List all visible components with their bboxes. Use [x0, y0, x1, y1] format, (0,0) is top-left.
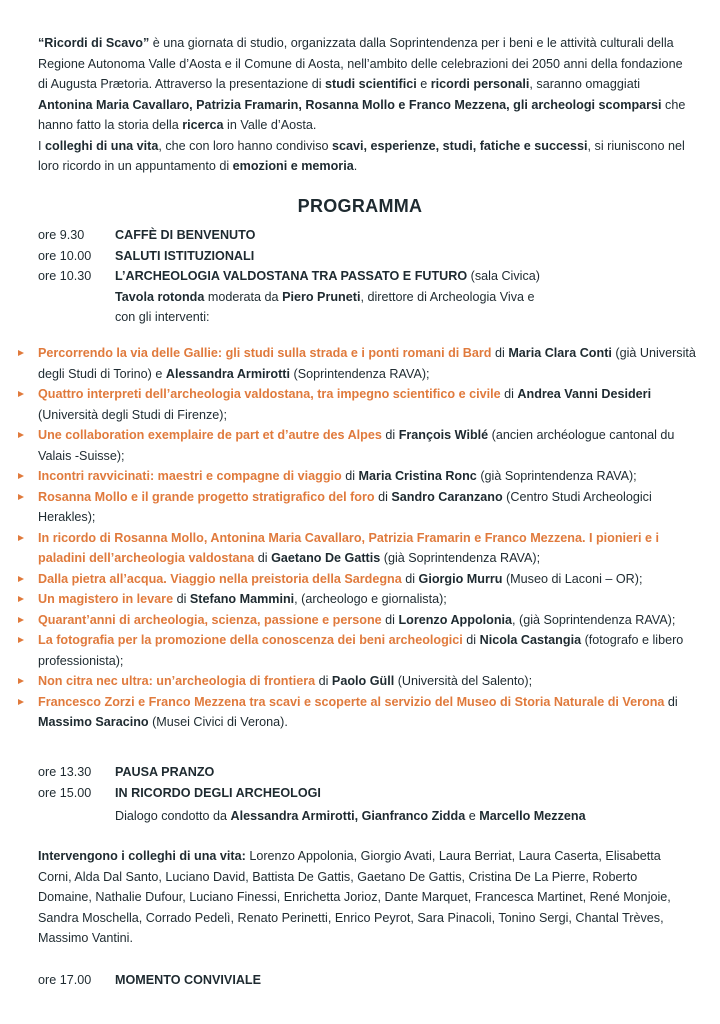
- bullet-arrow-icon: [18, 432, 24, 438]
- talk-text: Rosanna Mollo e il grande progetto stratigrafico del foro di Sandro Caranzano (Centro Studi Archeologici Herakles);: [38, 489, 652, 524]
- schedule-row: [38, 246, 540, 267]
- schedule-title: CAFFÈ DI BENVENUTO: [115, 228, 256, 242]
- list-item: [18, 425, 698, 466]
- intro-section: [38, 33, 688, 177]
- talk-text: La fotografia per la promozione della conoscenza dei beni archeologici di Nicola Castangia (fotografo e libero professionista);: [38, 633, 684, 668]
- schedule-title: PAUSA PRANZO: [115, 765, 215, 779]
- dialog-line: Dialogo condotto da Alessandra Armirotti, Gianfranco Zidda e Marcello Mezzena: [115, 809, 586, 823]
- list-item: [18, 692, 698, 733]
- talk-text: Quattro interpreti dell’archeologia valdostana, tra impegno scientifico e civile di Andrea Vanni Desideri (Università degli Studi di Firenze);: [38, 387, 652, 422]
- bullet-arrow-icon: [18, 391, 24, 397]
- morning-schedule: [38, 225, 540, 328]
- schedule-row: [38, 762, 586, 783]
- schedule-row: [38, 783, 586, 804]
- bullet-arrow-icon: [18, 494, 24, 500]
- talk-text: Une collaboration exemplaire de part et d’autre des Alpes di François Wiblé (ancien archéologue cantonal du Valais -Suisse);: [38, 428, 675, 463]
- afternoon-schedule: [38, 762, 586, 827]
- intro-paragraph-2: I colleghi di una vita, che con loro hanno condiviso scavi, esperienze, studi, fatiche e successi, si riuniscono nel loro ricordo in un appuntamento di emozioni e memoria.: [38, 138, 685, 173]
- final-schedule: [38, 970, 261, 991]
- schedule-row: [38, 970, 261, 991]
- schedule-time: ore 15.00: [38, 785, 92, 800]
- list-item: [18, 487, 698, 528]
- bullet-arrow-icon: [18, 637, 24, 643]
- schedule-title: MOMENTO CONVIVIALE: [115, 973, 262, 987]
- talk-text: Un magistero in levare di Stefano Mammini, (archeologo e giornalista);: [38, 592, 447, 606]
- list-item: [18, 569, 698, 590]
- bullet-arrow-icon: [18, 678, 24, 684]
- list-item: [18, 671, 698, 692]
- list-item: [18, 528, 698, 569]
- round-table-line-1: Tavola rotonda moderata da Piero Pruneti, direttore di Archeologia Viva e: [115, 289, 535, 304]
- talk-text: Non citra nec ultra: un’archeologia di frontiera di Paolo Güll (Università del Salento);: [38, 674, 533, 688]
- bullet-arrow-icon: [18, 617, 24, 623]
- schedule-row: [38, 225, 540, 246]
- schedule-time: ore 9.30: [38, 228, 85, 242]
- schedule-title: L’ARCHEOLOGIA VALDOSTANA TRA PASSATO E FUTURO: [115, 269, 468, 283]
- bullet-arrow-icon: [18, 473, 24, 479]
- colleagues-paragraph: Intervengono i colleghi di una vita: Lorenzo Appolonia, Giorgio Avati, Laura Berriat, Laura Caserta, Elisabetta Corni, Alda Dal Santo, Luciano David, Battista De Gattis, Gaetano De Gattis, Cristina De La Pierre, Roberto Domaine, Nathalie Dufour, Luciano Finessi, Enrichetta Jorioz, Dante Marquet, Francesca Martinet, René Monjoie, Sandra Moschella, Corrado Pedelì, Renato Perinetti, Enrico Peyrot, Sara Pinacoli, Tonino Sergi, Chantal Trèves, Massimo Vantini.: [38, 849, 671, 945]
- list-item: [18, 630, 698, 671]
- talk-text: Incontri ravvicinati: maestri e compagne di viaggio di Maria Cristina Ronc (già Soprintendenza RAVA);: [38, 469, 637, 483]
- list-item: [18, 610, 698, 631]
- talk-text: Francesco Zorzi e Franco Mezzena tra scavi e scoperte al servizio del Museo di Storia Naturale di Verona di Massimo Saracino (Musei Civici di Verona).: [38, 694, 678, 729]
- schedule-title: IN RICORDO DEGLI ARCHEOLOGI: [115, 785, 321, 800]
- schedule-time: ore 13.30: [38, 765, 92, 779]
- talk-text: Quarant’anni di archeologia, scienza, passione e persone di Lorenzo Appolonia, (già Soprintendenza RAVA);: [38, 612, 676, 627]
- bullet-arrow-icon: [18, 596, 24, 602]
- schedule-title: SALUTI ISTITUZIONALI: [115, 248, 255, 263]
- list-item: [18, 384, 698, 425]
- bullet-arrow-icon: [18, 535, 24, 541]
- list-item: [18, 589, 698, 610]
- list-item: [18, 466, 698, 487]
- program-title: PROGRAMMA: [297, 196, 423, 216]
- bullet-arrow-icon: [18, 699, 24, 705]
- intro-paragraph-1: “Ricordi di Scavo” è una giornata di studio, organizzata dalla Soprintendenza per i beni e le attività culturali della Regione Autonoma Valle d’Aosta e il Comune di Aosta, nell’ambito delle celebrazioni dei 2050 anni della fondazione di Augusta Prætoria. Attraverso la presentazione di studi scientifici e ricordi personali, saranno omaggiati Antonina Maria Cavallaro, Patrizia Framarin, Rosanna Mollo e Franco Mezzena, gli archeologi scomparsi che hanno fatto la storia della ricerca in Valle d’Aosta.: [38, 36, 686, 132]
- schedule-row: [38, 266, 540, 287]
- schedule-time: ore 10.00: [38, 248, 92, 263]
- talks-list: [18, 343, 698, 733]
- schedule-time: ore 10.30: [38, 269, 92, 283]
- talk-text: In ricordo di Rosanna Mollo, Antonina Maria Cavallaro, Patrizia Framarin e Franco Mezzena. I pionieri e i paladini dell’archeologia valdostana di Gaetano De Gattis (già Soprintendenza RAVA);: [38, 530, 659, 565]
- round-table-line-2: con gli interventi:: [115, 310, 210, 324]
- bullet-arrow-icon: [18, 576, 24, 582]
- talk-text: Dalla pietra all’acqua. Viaggio nella preistoria della Sardegna di Giorgio Murru (Museo di Laconi – OR);: [38, 571, 643, 586]
- schedule-time: ore 17.00: [38, 973, 92, 987]
- schedule-location: (sala Civica): [467, 269, 540, 283]
- list-item: [18, 343, 698, 384]
- talk-text: Percorrendo la via delle Gallie: gli studi sulla strada e i ponti romani di Bard di Maria Clara Conti (già Università degli Studi di Torino) e Alessandra Armirotti (Soprintendenza RAVA);: [38, 346, 696, 381]
- bullet-arrow-icon: [18, 350, 24, 356]
